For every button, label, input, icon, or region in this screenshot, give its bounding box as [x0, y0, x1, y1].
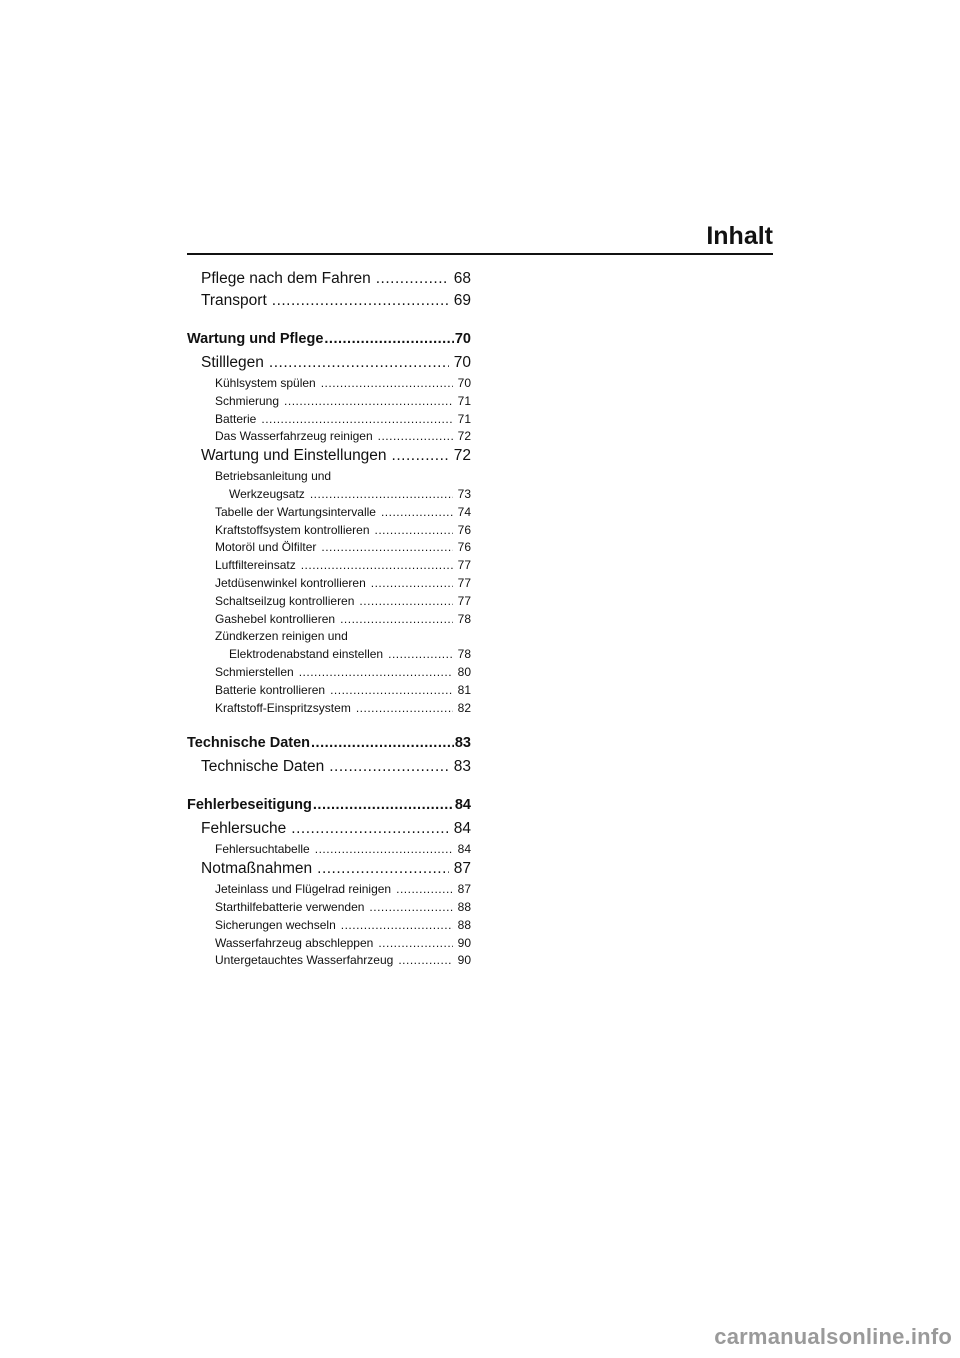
toc-subentry-luftfiltereinsatz[interactable]: [187, 558, 471, 576]
toc-entry-transport[interactable]: [187, 292, 471, 314]
toc-leader-dots: [310, 487, 453, 501]
toc-entry-label: Notmaßnahmen: [201, 860, 313, 878]
toc-subentry-motoroel[interactable]: [187, 540, 471, 558]
toc-subentry-page: 70: [457, 376, 471, 390]
toc-entry-label: Transport: [201, 292, 267, 309]
toc-section-label: Fehlerbeseitigung: [187, 797, 312, 814]
toc-subentry-label: Gashebel kontrollieren: [215, 611, 336, 626]
table-of-contents: [187, 270, 471, 971]
toc-subentry-page: 76: [457, 540, 471, 555]
toc-entry-page: 69: [453, 292, 471, 309]
toc-subentry-betriebsanleitung-line1[interactable]: Betriebsanleitung und: [215, 469, 332, 484]
toc-subentry-starthilfebatterie[interactable]: [187, 900, 471, 918]
toc-subentry-label: Batterie: [215, 411, 257, 426]
toc-subentry-page: 88: [457, 899, 471, 914]
toc-subentry-label: Das Wasserfahrzeug reinigen: [215, 429, 373, 444]
toc-subentry-page: 77: [457, 593, 471, 608]
toc-leader-dots: [396, 882, 453, 896]
toc-leader-dots: [378, 936, 452, 950]
toc-leader-dots: [284, 394, 453, 408]
toc-section-fehlerbeseitigung[interactable]: [187, 797, 471, 820]
toc-entry-wartung-und-einstellungen[interactable]: [187, 447, 471, 469]
toc-section-technische-daten[interactable]: [187, 735, 471, 758]
toc-subentry-page: 74: [457, 504, 471, 519]
toc-subentry-page: 73: [457, 486, 471, 501]
toc-leader-dots: [324, 331, 453, 347]
toc-subentry-page: 77: [457, 575, 471, 590]
toc-subentry-label: Kraftstoffsystem kontrollieren: [215, 522, 370, 537]
toc-subentry-label: Motoröl und Ölfilter: [215, 540, 317, 555]
toc-subentry-page: 76: [457, 522, 471, 537]
toc-subentry-zuendkerzen-line1[interactable]: Zündkerzen reinigen und: [215, 629, 348, 644]
toc-entry-page: 70: [453, 354, 471, 371]
toc-subentry-page: 72: [457, 429, 471, 444]
toc-entry-page: 83: [453, 758, 471, 776]
toc-subentry-elektrodenabstand[interactable]: [187, 647, 471, 665]
toc-leader-dots: [261, 412, 452, 426]
toc-subentry-fehlersuchtabelle[interactable]: [187, 842, 471, 860]
toc-leader-dots: [317, 860, 449, 878]
toc-subentry-wartungsintervalle[interactable]: [187, 505, 471, 523]
toc-leader-dots: [359, 594, 452, 608]
toc-entry-label: Pflege nach dem Fahren: [201, 270, 371, 287]
toc-leader-dots: [388, 647, 453, 661]
toc-leader-dots: [321, 376, 453, 390]
toc-subentry-label: Jeteinlass und Flügelrad reinigen: [215, 882, 392, 897]
toc-leader-dots: [340, 612, 453, 626]
toc-subentry-label: Wasserfahrzeug abschleppen: [215, 935, 374, 950]
toc-subentry-page: 81: [457, 682, 471, 697]
toc-section-label: Technische Daten: [187, 735, 311, 752]
toc-leader-dots: [321, 540, 452, 554]
toc-leader-dots: [392, 447, 449, 465]
toc-section-page: 70: [454, 331, 471, 347]
toc-subentry-kuehlsystem-spuelen[interactable]: [187, 376, 471, 394]
toc-subentry-label: Jetdüsenwinkel kontrollieren: [215, 575, 366, 590]
toc-entry-stilllegen[interactable]: [187, 354, 471, 376]
toc-subentry-label: Luftfiltereinsatz: [215, 558, 296, 573]
toc-leader-dots: [299, 665, 453, 679]
toc-subentry-label: Schmierstellen: [215, 664, 294, 679]
toc-subentry-label: Werkzeugsatz: [229, 486, 305, 501]
toc-subentry-page: 90: [457, 935, 471, 950]
toc-leader-dots: [341, 918, 453, 932]
toc-entry-notmassnahmen[interactable]: [187, 860, 471, 882]
toc-subentry-jeteinlass[interactable]: [187, 882, 471, 900]
toc-section-wartung-und-pflege[interactable]: [187, 331, 471, 354]
toc-leader-dots: [315, 842, 453, 856]
toc-leader-dots: [381, 505, 453, 519]
watermark-text: carmanualsonline.info: [714, 1324, 952, 1349]
toc-entry-page: 68: [453, 270, 471, 287]
toc-entry-label: Stilllegen: [201, 354, 264, 371]
toc-subentry-untergetaucht[interactable]: [187, 953, 471, 971]
toc-leader-dots: [272, 292, 449, 310]
toc-subentry-label: Schmierung: [215, 393, 280, 408]
toc-entry-label: Technische Daten: [201, 758, 325, 776]
toc-subentry-schaltseilzug[interactable]: [187, 594, 471, 612]
toc-subentry-page: 87: [457, 882, 471, 897]
toc-leader-dots: [329, 758, 449, 776]
toc-leader-dots: [378, 429, 453, 443]
toc-subentry-sicherungen[interactable]: [187, 918, 471, 936]
toc-leader-dots: [398, 953, 452, 967]
toc-subentry-label: Fehlersuchtabelle: [215, 842, 310, 857]
toc-leader-dots: [369, 900, 452, 914]
toc-section-label: Wartung und Pflege: [187, 331, 324, 347]
toc-subentry-batterie[interactable]: [187, 412, 471, 430]
toc-leader-dots: [376, 270, 449, 288]
toc-subentry-label: Tabelle der Wartungsintervalle: [215, 504, 376, 519]
toc-subentry-label: Starthilfebatterie verwenden: [215, 899, 365, 914]
toc-entry-pflege-nach-dem-fahren[interactable]: [187, 270, 471, 292]
toc-entry-label: Wartung und Einstellungen: [201, 447, 387, 465]
toc-section-page: 83: [454, 735, 471, 752]
toc-subentry-page: 78: [457, 647, 471, 662]
toc-leader-dots: [356, 701, 453, 715]
toc-entry-fehlersuche[interactable]: [187, 820, 471, 842]
toc-subentry-schmierung[interactable]: [187, 394, 471, 412]
toc-subentry-label: Batterie kontrollieren: [215, 682, 326, 697]
toc-subentry-page: 71: [457, 411, 471, 426]
toc-subentry-label: Sicherungen wechseln: [215, 917, 336, 932]
toc-subentry-kraftstoff-einspritzsystem[interactable]: [187, 701, 471, 719]
toc-subentry-gashebel[interactable]: [187, 612, 471, 630]
toc-subentry-label: Elektrodenabstand einstellen: [229, 647, 384, 662]
title-rule: [187, 253, 773, 255]
toc-entry-page: 87: [453, 860, 471, 878]
toc-subentry-page: 82: [457, 700, 471, 715]
toc-subentry-jetduesenwinkel[interactable]: [187, 576, 471, 594]
toc-leader-dots: [375, 523, 453, 537]
toc-leader-dots: [311, 735, 454, 751]
toc-subentry-werkzeugsatz[interactable]: [187, 487, 471, 505]
toc-subentry-schmierstellen[interactable]: [187, 665, 471, 683]
toc-section-page: 84: [454, 797, 471, 814]
toc-subentry-label: Untergetauchtes Wasserfahrzeug: [215, 953, 394, 968]
toc-subentry-page: 88: [457, 917, 471, 932]
page-title: Inhalt: [706, 222, 773, 250]
toc-leader-dots: [371, 576, 453, 590]
toc-leader-dots: [291, 820, 448, 838]
toc-subentry-label: Kraftstoff-Einspritzsystem: [215, 700, 351, 715]
toc-subentry-page: 77: [457, 558, 471, 573]
toc-subentry-page: 80: [457, 664, 471, 679]
toc-subentry-page: 84: [457, 842, 471, 857]
toc-leader-dots: [313, 797, 454, 813]
toc-subentry-abschleppen[interactable]: [187, 936, 471, 954]
toc-subentry-label: Schaltseilzug kontrollieren: [215, 593, 355, 608]
toc-leader-dots: [330, 683, 453, 697]
toc-subentry-label: Kühlsystem spülen: [215, 376, 316, 390]
toc-subentry-page: 90: [457, 953, 471, 968]
toc-subentry-page: 71: [457, 393, 471, 408]
toc-subentry-batterie-kontrollieren[interactable]: [187, 683, 471, 701]
toc-entry-page: 84: [453, 820, 471, 838]
toc-entry-page: 72: [453, 447, 471, 465]
toc-subentry-wasserfahrzeug-reinigen[interactable]: [187, 429, 471, 447]
toc-entry-label: Fehlersuche: [201, 820, 287, 838]
toc-entry-technische-daten[interactable]: [187, 758, 471, 780]
toc-subentry-page: 78: [457, 611, 471, 626]
toc-leader-dots: [269, 354, 449, 372]
toc-subentry-kraftstoffsystem[interactable]: [187, 523, 471, 541]
toc-leader-dots: [301, 558, 453, 572]
